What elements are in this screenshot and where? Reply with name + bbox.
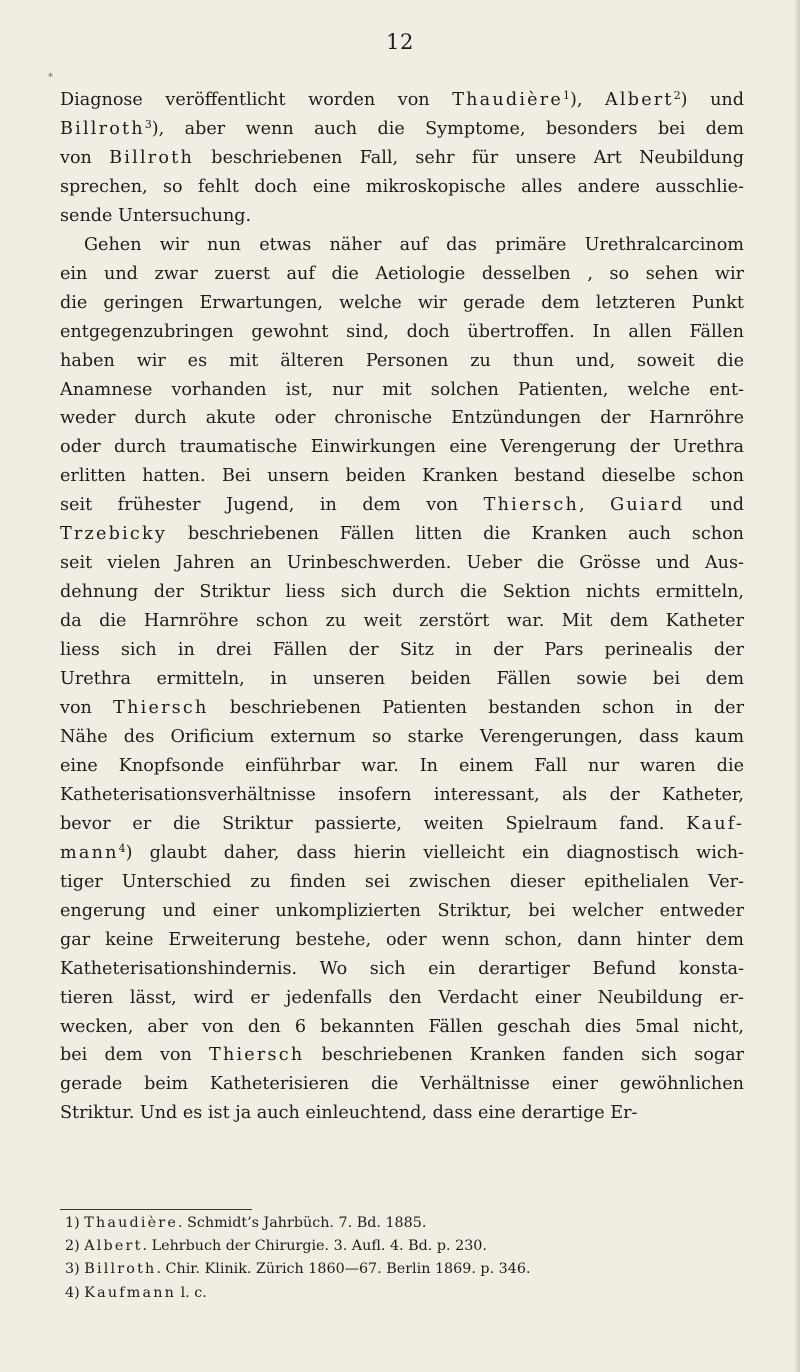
text-run: sprechen, so fehlt doch eine mikroskopische alles andere ausschlie- — [60, 176, 744, 197]
text-run: dehnung der Striktur liess sich durch die Sektion nichts ermitteln, — [60, 582, 744, 603]
text-line — [60, 173, 744, 202]
text-line — [60, 347, 744, 376]
text-run: entgegenzubringen gewohnt sind, doch übertroffen. In allen Fällen — [60, 321, 744, 342]
text-run: Diagnose veröffentlicht worden von — [60, 90, 453, 110]
text-line — [60, 86, 744, 115]
author-name: mann — [60, 842, 119, 863]
text-line — [60, 1099, 744, 1128]
author-name: Guiard — [610, 495, 685, 516]
text-run: . Chir. Klinik. Zürich 1860—67. Berlin 1869. p. 346. — [156, 1261, 531, 1278]
text-run: bevor er die Striktur passierte, weiten Spielraum fand. — [60, 813, 687, 834]
text-run: gerade beim Katheterisieren die Verhältnisse einer gewöhnlichen — [60, 1074, 744, 1095]
footnote-number: 1) — [65, 1215, 80, 1231]
footnote-reference: 3 — [144, 117, 152, 131]
page-edge-shadow — [794, 0, 800, 1372]
text-run: Gehen wir nun etwas näher auf das primäre Urethralcarcinom — [84, 234, 744, 255]
text-run: beschriebenen Fall, sehr für unsere Art Neubildung — [194, 147, 744, 168]
text-run: beschriebenen Kranken fanden sich sogar — [304, 1045, 744, 1066]
text-run: von — [60, 147, 110, 168]
author-name: Thiersch — [209, 1045, 305, 1066]
author-name: Albert — [605, 90, 674, 110]
text-line — [60, 1282, 744, 1305]
text-line — [60, 144, 744, 173]
author-name: Thiersch — [113, 698, 209, 719]
text-run: tiger Unterschied zu finden sei zwischen dieser epithelialen Ver- — [60, 871, 744, 892]
author-name: Thaudière — [452, 90, 564, 110]
author-name: Albert — [84, 1238, 143, 1255]
text-line — [60, 520, 744, 549]
footnote-number: 2) — [65, 1238, 80, 1255]
text-run: sende Untersuchung. — [60, 205, 252, 226]
text-run: ein und zwar zuerst auf die Aetiologie desselben , so sehen wir — [60, 263, 744, 284]
author-name: Billroth — [60, 118, 145, 139]
text-run: ), — [569, 90, 605, 110]
text-line — [60, 955, 744, 984]
text-line — [60, 694, 744, 723]
text-run: . Schmidt’s Jahrbüch. 7. Bd. 1885. — [178, 1215, 427, 1231]
text-line — [60, 1212, 744, 1235]
text-line — [60, 926, 744, 955]
text-line — [60, 607, 744, 636]
text-run: beschriebenen Patienten bestanden schon in der — [208, 698, 744, 719]
text-run: Nähe des Orificium externum so starke Verengerungen, dass kaum — [60, 726, 744, 747]
author-name: Trzebicky — [60, 524, 167, 545]
text-run: Striktur. Und es ist ja auch einleuchtend, dass eine derartige Er- — [60, 1103, 638, 1124]
text-run: beschriebenen Fällen litten die Kranken auch schon — [166, 524, 744, 545]
text-run: ), aber wenn auch die Symptome, besonders bei dem — [151, 118, 744, 139]
paragraph — [60, 86, 744, 231]
text-run: Urethra ermitteln, in unseren beiden Fällen sowie bei dem — [60, 669, 744, 690]
text-run: ) und — [680, 90, 744, 110]
text-run: wecken, aber von den 6 bekannten Fällen geschah dies 5mal nicht, — [60, 1016, 744, 1037]
text-line — [60, 723, 744, 752]
text-line — [60, 433, 744, 462]
text-line — [60, 289, 744, 318]
text-line — [60, 115, 744, 144]
text-line — [60, 318, 744, 347]
text-line — [60, 202, 744, 231]
text-run: Katheterisationshindernis. Wo sich ein derartiger Befund konsta- — [60, 958, 744, 979]
text-run: gar keine Erweiterung bestehe, oder wenn schon, dann hinter dem — [60, 929, 744, 950]
text-run: Katheterisationsverhältnisse insofern interessant, als der Katheter, — [60, 784, 744, 805]
footnote-reference: 1 — [563, 89, 570, 102]
footnote-separator — [60, 1209, 252, 1210]
text-line — [60, 810, 744, 839]
text-line — [60, 260, 744, 289]
text-run: bei dem von — [60, 1045, 210, 1066]
text-run: die geringen Erwartungen, welche wir gerade dem letzteren Punkt — [60, 292, 744, 313]
author-name: Billroth — [109, 147, 194, 168]
body-text — [60, 86, 744, 1128]
text-line — [60, 404, 744, 433]
text-run: l. c. — [176, 1284, 207, 1301]
text-run: eine Knopfsonde einführbar war. In einem Fall nur waren die — [60, 755, 744, 776]
text-line — [60, 897, 744, 926]
footnote-reference: 2 — [673, 89, 681, 102]
text-line — [60, 462, 744, 491]
text-line — [60, 549, 744, 578]
footnote-number: 4) — [65, 1284, 80, 1301]
text-run: seit frühester Jugend, in dem von — [60, 495, 484, 516]
footnotes — [60, 1212, 744, 1305]
text-run: liess sich in drei Fällen der Sitz in der Pars perinealis der — [60, 640, 744, 661]
text-line — [60, 1013, 744, 1042]
text-line — [60, 1070, 744, 1099]
text-run: erlitten hatten. Bei unsern beiden Kranken bestand dieselbe schon — [60, 466, 744, 487]
page-number: 12 — [386, 30, 414, 54]
text-line — [60, 839, 744, 868]
text-line — [60, 231, 744, 260]
paragraph — [60, 231, 744, 1129]
text-run: weder durch akute oder chronische Entzündungen der Harnröhre — [60, 408, 744, 429]
author-name: Kaufmann — [84, 1284, 177, 1301]
author-name: Billroth — [84, 1261, 157, 1278]
text-line — [60, 1258, 744, 1281]
text-line — [60, 1041, 744, 1070]
author-name: Thaudière — [84, 1215, 178, 1231]
text-line — [60, 781, 744, 810]
text-run: Anamnese vorhanden ist, nur mit solchen Patienten, welche ent- — [60, 379, 744, 400]
author-name: Thiersch — [483, 495, 580, 516]
stray-mark: * — [48, 72, 53, 83]
text-line — [60, 752, 744, 781]
text-run: ) glaubt daher, dass hierin vielleicht ein diagnostisch wich- — [125, 842, 744, 863]
text-run: seit vielen Jahren an Urinbeschwerden. Ueber die Grösse und Aus- — [60, 553, 744, 574]
text-line — [60, 636, 744, 665]
text-run: von — [60, 698, 114, 719]
footnote-number: 3) — [65, 1261, 80, 1278]
text-line — [60, 376, 744, 405]
text-run: da die Harnröhre schon zu weit zerstört war. Mit dem Katheter — [60, 611, 744, 632]
text-line — [60, 868, 744, 897]
text-run: oder durch traumatische Einwirkungen eine Verengerung der Urethra — [60, 437, 744, 458]
text-run: haben wir es mit älteren Personen zu thun und, soweit die — [60, 350, 744, 371]
footnote-reference: 4 — [118, 841, 126, 855]
text-line — [60, 578, 744, 607]
text-line — [60, 665, 744, 694]
text-line — [60, 1235, 744, 1258]
text-line — [60, 491, 744, 520]
text-run: . Lehrbuch der Chirurgie. 3. Aufl. 4. Bd. p. 230. — [142, 1238, 487, 1255]
text-run: tieren lässt, wird er jedenfalls den Verdacht einer Neubildung er- — [60, 987, 744, 1008]
text-line — [60, 984, 744, 1013]
text-run: engerung und einer unkomplizierten Striktur, bei welcher entweder — [60, 900, 744, 921]
author-name: Kauf- — [686, 813, 744, 834]
text-run: , — [579, 495, 611, 516]
text-run: und — [684, 495, 744, 516]
